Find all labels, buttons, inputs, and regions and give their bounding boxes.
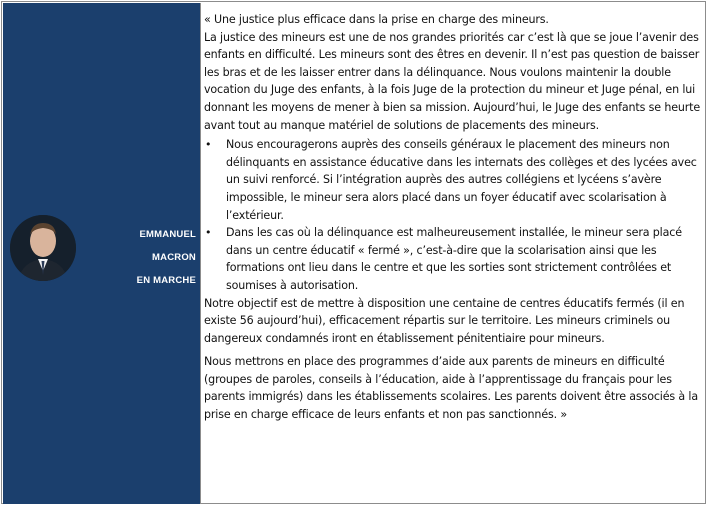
quote-paragraph-1: La justice des mineurs est une de nos grandes priorités car c’est là que se joue l’avenir des enfants en difficulté. Les mineurs sont des êtres en devenir. Il n’est pas question de baisser les bras et de les laisser entrer dans la délinquance. Nous voulons maintenir la double vocation du Juge des enfants, à la fois Juge de la protection du mineur et Juge pénal, en lui donnant les moyens de mener à bien sa mission. Aujourd’hui, le Juge des enfants se heurte avant tout au manque matériel de solutions de placements des mineurs. [204, 30, 701, 132]
quote-paragraph-2: Notre objectif est de mettre à disposition une centaine de centres éducatifs fermés (il en existe 56 aujourd’hui), efficacement répartis sur le territoire. Les mineurs criminels ou dangereux condamnés iront en établissement pénitentiaire pour mineurs. [204, 296, 685, 345]
candidate-first-name: EMMANUEL [139, 229, 196, 240]
candidate-name [86, 223, 196, 292]
list-item [205, 224, 704, 294]
candidate-last-name: MACRON [152, 252, 196, 263]
candidate-panel [3, 3, 200, 504]
quote-table [1, 1, 706, 504]
candidate-portrait [10, 215, 76, 281]
bullet-icon: • [205, 138, 212, 152]
quote-intro: « Une justice plus efficace dans la prise en charge des mineurs. [204, 13, 549, 26]
candidate-party: EN MARCHE [136, 275, 196, 286]
column-divider [200, 3, 201, 504]
bullet-icon: • [205, 226, 212, 240]
list-item-text: Nous encouragerons auprès des conseils généraux le placement des mineurs non délinquants en assistance éducative dans les internats des collèges et des lycées avec un suivi renforcé. Si l’intégration auprès des autres collégiens et lycéens s’avère impossible, le mineur sera alors placé dans un foyer éducatif avec scolarisation à l’extérieur. [226, 138, 697, 222]
list-item-text: Dans les cas où la délinquance est malheureusement installée, le mineur sera placé dans un centre éducatif « fermé », c’est-à-dire que la scolarisation ainsi que les formations ont lieu dans le centre et que les sorties sont strictement contrôlées et soumises à autorisation. [226, 226, 682, 292]
list-item [205, 136, 704, 224]
measures-list [204, 136, 704, 294]
quote-paragraph-3: Nous mettrons en place des programmes d’aide aux parents de mineurs en difficulté (groupes de paroles, conseils à l’éducation, aide à l’apprentissage du français pour les parents immigrés) dans les établissements scolaires. Les parents doivent être associés à la prise en charge efficace de leurs enfants et non pas sanctionnés. » [204, 355, 698, 422]
quote-text [204, 11, 704, 424]
